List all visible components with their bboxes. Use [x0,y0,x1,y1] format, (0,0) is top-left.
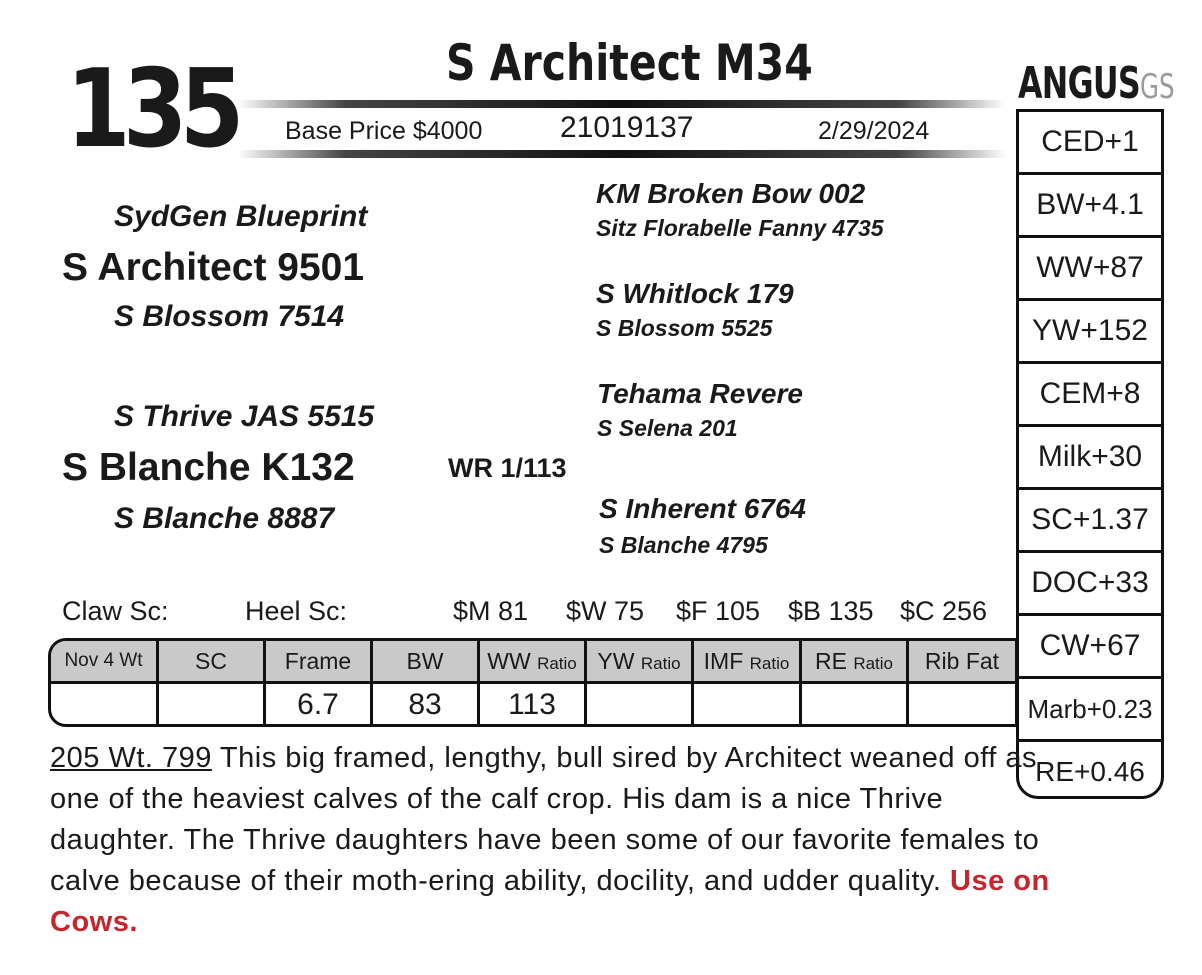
epd-sc: SC+1.37 [1019,490,1161,553]
epd-re: RE+0.46 [1035,756,1145,787]
cell-rib-fat [909,681,1015,727]
epd-cem: CEM+8 [1019,364,1161,427]
sire: S Architect 9501 [62,246,365,289]
sire-sire-dam: Sitz Florabelle Fanny 4735 [596,215,884,241]
header-nov-wt: Nov 4 Wt [51,641,159,681]
sire-dam: S Blossom 7514 [114,300,345,333]
index-m: $M 81 [453,596,529,626]
dam-sire: S Thrive JAS 5515 [114,400,375,433]
description [50,738,1050,943]
epd-ww: WW+87 [1019,238,1161,301]
usage-recommendation: Use on Cows. [50,865,1050,938]
header-ww-ratio: WW Ratio [480,641,587,681]
cell-nov-wt [51,681,159,727]
index-b: $B 135 [788,596,874,626]
index-c: $C 256 [900,596,988,626]
index-w: $W 75 [566,596,645,626]
cell-imf-ratio [694,681,802,727]
cell-yw-ratio [587,681,694,727]
birth-date: 2/29/2024 [818,117,930,145]
registration-number: 21019137 [560,111,694,144]
dam-dam-sire: S Inherent 6764 [599,493,806,524]
sire-dam-dam: S Blossom 5525 [596,315,773,341]
bottom-rule [238,150,1006,158]
cell-sc [159,681,266,727]
header-sc: SC [159,641,266,681]
cell-re-ratio [802,681,909,727]
header-yw-ratio: YW Ratio [587,641,694,681]
epd-ced: CED+1 [1019,112,1161,175]
dam-dam: S Blanche 8887 [114,502,335,535]
header-re-ratio: RE Ratio [802,641,909,681]
logo-main: ANGUS [1018,58,1140,109]
performance-table [48,638,1018,727]
cell-bw: 83 [373,681,480,727]
dam: S Blanche K132 [62,446,355,489]
logo-suffix: GS [1139,67,1175,107]
weaning-ratio: WR 1/113 [448,453,567,483]
epd-cw: CW+67 [1019,616,1161,679]
cell-ww-ratio: 113 [480,681,587,727]
heel-score-label: Heel Sc: [245,596,348,626]
epd-milk: Milk+30 [1019,427,1161,490]
angus-gs-logo [1018,58,1175,109]
header-imf-ratio: IMF Ratio [694,641,802,681]
header-bw: BW [373,641,480,681]
dam-dam-dam: S Blanche 4795 [599,532,768,558]
header-frame: Frame [266,641,373,681]
header-rib-fat: Rib Fat [909,641,1015,681]
top-rule [238,100,1006,108]
animal-name: S Architect M34 [446,34,813,92]
weaning-weight: 205 Wt. 799 [50,742,212,774]
sire-sire-sire: KM Broken Bow 002 [596,178,866,209]
lot-number: 135 [66,47,237,172]
cell-frame: 6.7 [266,681,373,727]
dam-sire-dam: S Selena 201 [597,415,738,441]
sire-dam-sire: S Whitlock 179 [596,278,794,309]
sire-sire: SydGen Blueprint [114,200,368,233]
epd-bw: BW+4.1 [1019,175,1161,238]
epd-yw: YW+152 [1019,301,1161,364]
index-f: $F 105 [676,596,761,626]
epd-marb: Marb+0.23 [1019,679,1161,742]
description-text: This big framed, lengthy, bull sired by Architect weaned off as one of the heaviest calves of the calf crop. His dam is a nice Thrive daughter. The Thrive daughters have been some of our favorite females to calve because of their moth-ering ability, docility, and udder quality. [50,742,1040,897]
epd-column [1016,109,1164,799]
base-price: Base Price $4000 [285,117,483,145]
dam-sire-sire: Tehama Revere [597,378,803,409]
claw-score-label: Claw Sc: [62,596,169,626]
epd-doc: DOC+33 [1019,553,1161,616]
